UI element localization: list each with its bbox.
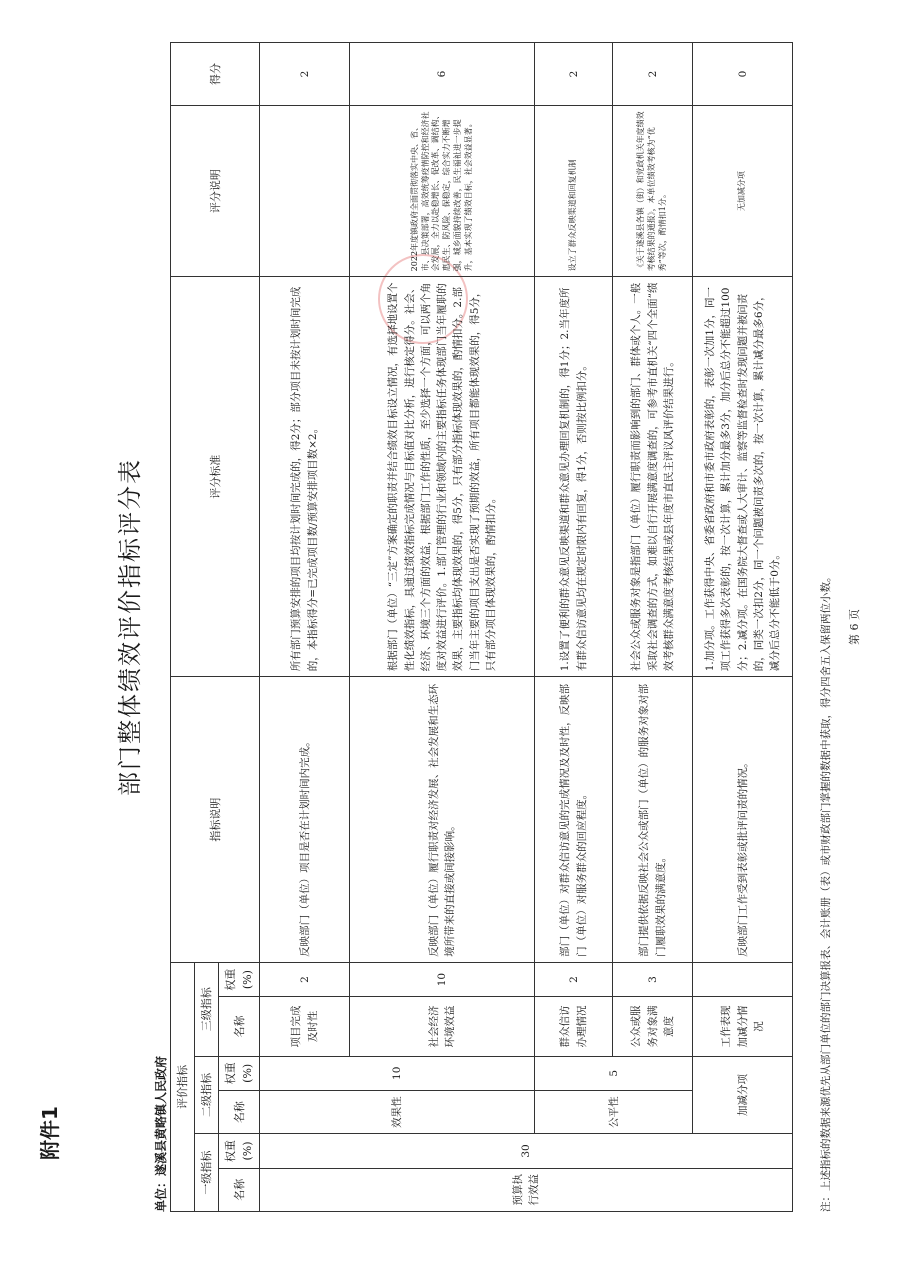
indicator-desc: 反映部门（单位）履行职责对经济发展、社会发展和生态环境所带来的直接或间接影响。 bbox=[350, 677, 535, 963]
header-score-desc: 评分说明 bbox=[171, 105, 260, 276]
header-l1-name: 名称 bbox=[219, 1168, 260, 1211]
score-desc: 设立了群众反映渠道和回复机制 bbox=[535, 105, 613, 276]
header-criteria: 评分标准 bbox=[171, 277, 260, 677]
table-row bbox=[693, 43, 793, 1212]
score-value: 2 bbox=[613, 43, 693, 106]
criteria-text: 1.加分项。工作获得中央、省委省政府和市委市政府表彰的，表彰一次加1分，同一项工作获得多次表彰的，按一次计算，累计加分最多3分，加分后总分不能超过100分；2.减分项。在国务院大督查或人大审计、监察等监督检查时发现问题并被问责的，同类一次扣2分，同一个问题被问责多次的，按一次计算，累计减分最多6分，减分后总分不能低于0分。 bbox=[693, 277, 793, 677]
indicator-desc: 反映部门（单位）项目是否在计划时间内完成。 bbox=[260, 677, 350, 963]
header-indicator-desc: 指标说明 bbox=[171, 677, 260, 963]
score-desc: 无加减分项 bbox=[693, 105, 793, 276]
criteria-text: 社会公众或服务对象是指部门（单位）履行职责而影响到的部门、群体或个人。一般采取社会调查的方式，如难以自行开展满意度调查的，可参考市直机关“四个全面”绩效考核群众满意度考核结果或县年度市直民主评议风评价结果进行。 bbox=[613, 277, 693, 677]
indicator-desc: 反映部门工作受到表彰或批评问责的情况。 bbox=[693, 677, 793, 963]
level3-name: 群众信访办理情况 bbox=[535, 997, 613, 1056]
level3-name: 项目完成及时性 bbox=[260, 997, 350, 1056]
indicator-desc: 部门（单位）对群众信访意见的完成情况及及时性，反映部门（单位）对服务群众的回应程度。 bbox=[535, 677, 613, 963]
level3-weight: 3 bbox=[613, 962, 693, 996]
level3-weight bbox=[693, 962, 793, 996]
score-value: 2 bbox=[535, 43, 613, 106]
header-eval-indicator: 评价指标 bbox=[171, 962, 195, 1211]
level3-name: 公众或服务对象满意度 bbox=[613, 997, 693, 1056]
header-l2-name: 名称 bbox=[219, 1090, 260, 1133]
score-desc: 2022年度镇政府全面贯彻落实中央、省、市、县决策部署，高效统筹疫情防控和经济社会发展，全力以赴稳增长、促改革、调结构、惠民生、防风险、保稳定，综合实力不断增强，城乡面貌持续改善，民生福祉进一步提升，基本实现了绩效目标，社会效益显著。 bbox=[350, 105, 535, 276]
header-l3-name: 名称 bbox=[219, 997, 260, 1056]
table-row bbox=[350, 43, 535, 1212]
level3-weight: 2 bbox=[260, 962, 350, 996]
level3-weight: 2 bbox=[535, 962, 613, 996]
score-value: 0 bbox=[693, 43, 793, 106]
level2-name: 效果性 bbox=[260, 1090, 535, 1133]
level3-name: 社会经济环境效益 bbox=[350, 997, 535, 1056]
level1-name: 预算执行效益 bbox=[260, 1168, 793, 1211]
indicator-desc: 部门提供依据反映社会公众或部门（单位）的服务对象对部门履职效果的满意度。 bbox=[613, 677, 693, 963]
header-l2-weight: 权重(%) bbox=[219, 1056, 260, 1090]
header-l3-weight: 权重(%) bbox=[219, 962, 260, 996]
score-desc bbox=[260, 105, 350, 276]
score-value: 2 bbox=[260, 43, 350, 106]
table-row bbox=[535, 43, 613, 1212]
criteria-text: 1.设置了便利的群众意见反映渠道和群众意见办理回复机制的，得1分；2.当年度所有群众信访意见均在规定时限内有回复，得1分，否则按比例扣分。 bbox=[535, 277, 613, 677]
table-row bbox=[613, 43, 693, 1212]
landscape-content bbox=[110, 42, 880, 1212]
page-number: 第 6 页 bbox=[848, 609, 861, 645]
score-desc: 《关于遂溪县各镇（街）和党政机关年度绩效考核结果的通报》，本单位绩效考核为“优秀”等次，酌情扣1分。 bbox=[613, 105, 693, 276]
header-level3: 三级指标 bbox=[195, 962, 219, 1056]
footnote: 注：上述指标的数据来源优先从部门单位的部门决算报表、会计账册（表）或市财政部门掌握的数据中获取，得分四舍五入保留两位小数。 bbox=[820, 571, 832, 1212]
page-title: 部门整体绩效评价指标评分表 bbox=[116, 458, 144, 796]
level2-weight: 5 bbox=[535, 1056, 693, 1090]
level2-name: 公平性 bbox=[535, 1090, 693, 1133]
level1-weight: 30 bbox=[260, 1134, 793, 1168]
level3-weight: 10 bbox=[350, 962, 535, 996]
level2-name: 加减分项 bbox=[693, 1056, 793, 1134]
attachment-label: 附件1 bbox=[38, 1106, 62, 1160]
table-row bbox=[260, 43, 350, 1212]
unit-label: 单位：遂溪县黄略镇人民政府 bbox=[154, 1055, 168, 1212]
score-table bbox=[170, 42, 793, 1212]
level3-name: 工作表现加减分情况 bbox=[693, 997, 793, 1056]
header-l1-weight: 权重(%) bbox=[219, 1134, 260, 1168]
score-value: 6 bbox=[350, 43, 535, 106]
criteria-text: 所有部门预算安排的项目均按计划时间完成的，得2分；部分项目未按计划时间完成的，本指标得分=已完成项目数/预算安排项目数×2。 bbox=[260, 277, 350, 677]
level2-weight: 10 bbox=[260, 1056, 535, 1090]
header-level2: 二级指标 bbox=[195, 1056, 219, 1134]
header-level1: 一级指标 bbox=[195, 1134, 219, 1212]
criteria-text: 根据部门（单位）“三定”方案确定的职责并结合绩效目标设立情况，有选择地设置个性化绩效指标，具通过绩效指标完成情况与目标值对比分析，进行核定得分。社会、经济、环境三个方面的效益，根据部门工作的性质，至少选择一个方面，可以两个角度对效益进行评价。1.部门管理的行业和领域内的主要指标任务体现部门当年履职的效果，主要指标均体现效果的，得5分，只有部分指标体现效果的，酌情扣分。2.部门当年主要的项目支出是否实现了预期的效益，所有项目都能体现效果的，得5分，只有部分项目体现效果的，酌情扣分。 bbox=[350, 277, 535, 677]
header-score: 得分 bbox=[171, 43, 260, 106]
